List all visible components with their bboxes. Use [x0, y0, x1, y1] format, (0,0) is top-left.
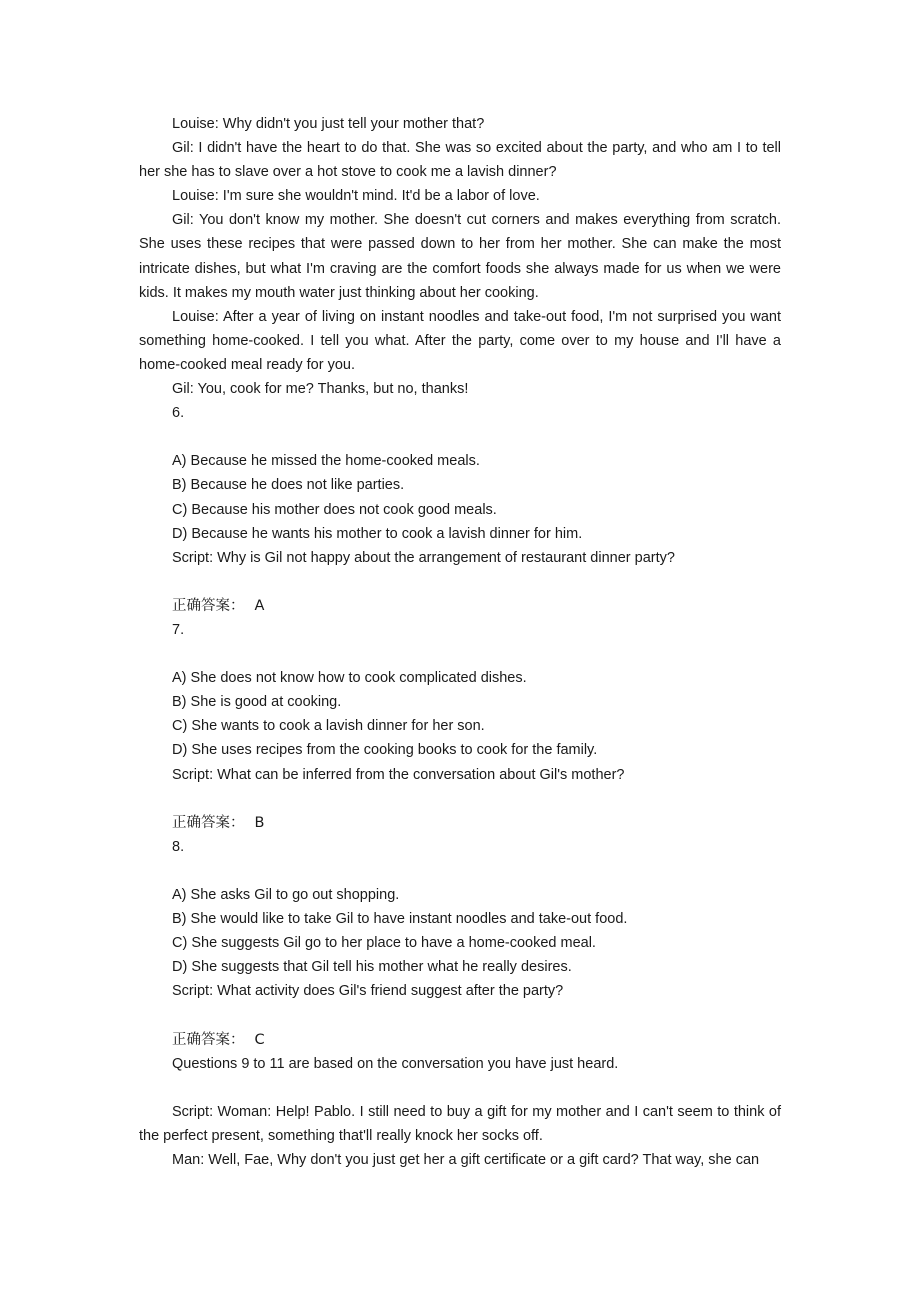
answer-label: 正确答案： — [172, 597, 245, 614]
answer-letter: C — [254, 1031, 265, 1048]
correct-answer — [139, 594, 781, 618]
spacer — [139, 859, 781, 883]
question-number: 8. — [172, 838, 185, 855]
question-script: Script: What can be inferred from the conversation about Gil's mother? — [172, 766, 625, 783]
dialogue-line: Louise: Why didn't you just tell your mother that? — [172, 116, 485, 132]
question-6 — [139, 401, 781, 618]
option-b: B) Because he does not like parties. — [172, 477, 405, 494]
answer-letter: B — [254, 814, 265, 831]
dialogue-line: Gil: You don't know my mother. She doesn't cut corners and makes everything from scratch. She uses these recipes that were passed down to her from her mother. She can make the most intricate dishes, but what I'm craving are the comfort foods she always made for us when we were kids. It makes my mouth water just thinking about her cooking. — [139, 212, 781, 301]
spacer — [139, 1076, 781, 1100]
option-a: A) She asks Gil to go out shopping. — [172, 887, 400, 903]
question-script: Script: Why is Gil not happy about the arrangement of restaurant dinner party? — [172, 549, 675, 566]
dialogue-line: Louise: After a year of living on instant noodles and take-out food, I'm not surprised you want something home-cooked. I tell you what. After the party, come over to my house and I'll have a home-cooked meal ready for you. — [139, 308, 781, 373]
spacer — [139, 1003, 781, 1027]
dialogue-line: Louise: I'm sure she wouldn't mind. It'd be a labor of love. — [172, 188, 540, 205]
question-8 — [139, 835, 781, 1052]
dialogue-line: Gil: You, cook for me? Thanks, but no, thanks! — [172, 381, 469, 398]
option-d: D) She suggests that Gil tell his mother what he really desires. — [172, 959, 572, 976]
question-number: 6. — [172, 405, 185, 422]
option-b: B) She would like to take Gil to have instant noodles and take-out food. — [172, 911, 628, 928]
question-7 — [139, 618, 781, 835]
document-page — [139, 112, 781, 1172]
section-intro: Questions 9 to 11 are based on the conversation you have just heard. — [172, 1055, 619, 1072]
answer-label: 正确答案： — [172, 1031, 245, 1048]
dialogue-line: Gil: I didn't have the heart to do that. She was so excited about the party, and who am I to tell her she has to slave over a hot stove to cook me a lavish dinner? — [139, 140, 781, 181]
spacer — [139, 787, 781, 811]
option-b: B) She is good at cooking. — [172, 694, 342, 711]
question-number: 7. — [172, 621, 185, 638]
option-c: C) She suggests Gil go to her place to have a home-cooked meal. — [172, 935, 596, 952]
answer-label: 正确答案： — [172, 814, 245, 831]
dialogue-line: Man: Well, Fae, Why don't you just get her a gift certificate or a gift card? That way, she can — [172, 1152, 760, 1169]
option-c: C) Because his mother does not cook good meals. — [172, 501, 497, 518]
question-script: Script: What activity does Gil's friend suggest after the party? — [172, 983, 564, 1000]
correct-answer — [139, 1028, 781, 1052]
option-d: D) Because he wants his mother to cook a lavish dinner for him. — [172, 525, 583, 542]
spacer — [139, 425, 781, 449]
dialogue-line: Script: Woman: Help! Pablo. I still need to buy a gift for my mother and I can't seem to think of the perfect present, something that'll really knock her socks off. — [139, 1103, 781, 1144]
answer-letter: A — [254, 597, 265, 614]
option-d: D) She uses recipes from the cooking books to cook for the family. — [172, 742, 598, 759]
option-c: C) She wants to cook a lavish dinner for her son. — [172, 718, 485, 735]
option-a: A) She does not know how to cook complicated dishes. — [172, 670, 527, 687]
spacer — [139, 642, 781, 666]
correct-answer — [139, 811, 781, 835]
spacer — [139, 570, 781, 594]
option-a: A) Because he missed the home-cooked meals. — [172, 453, 480, 470]
